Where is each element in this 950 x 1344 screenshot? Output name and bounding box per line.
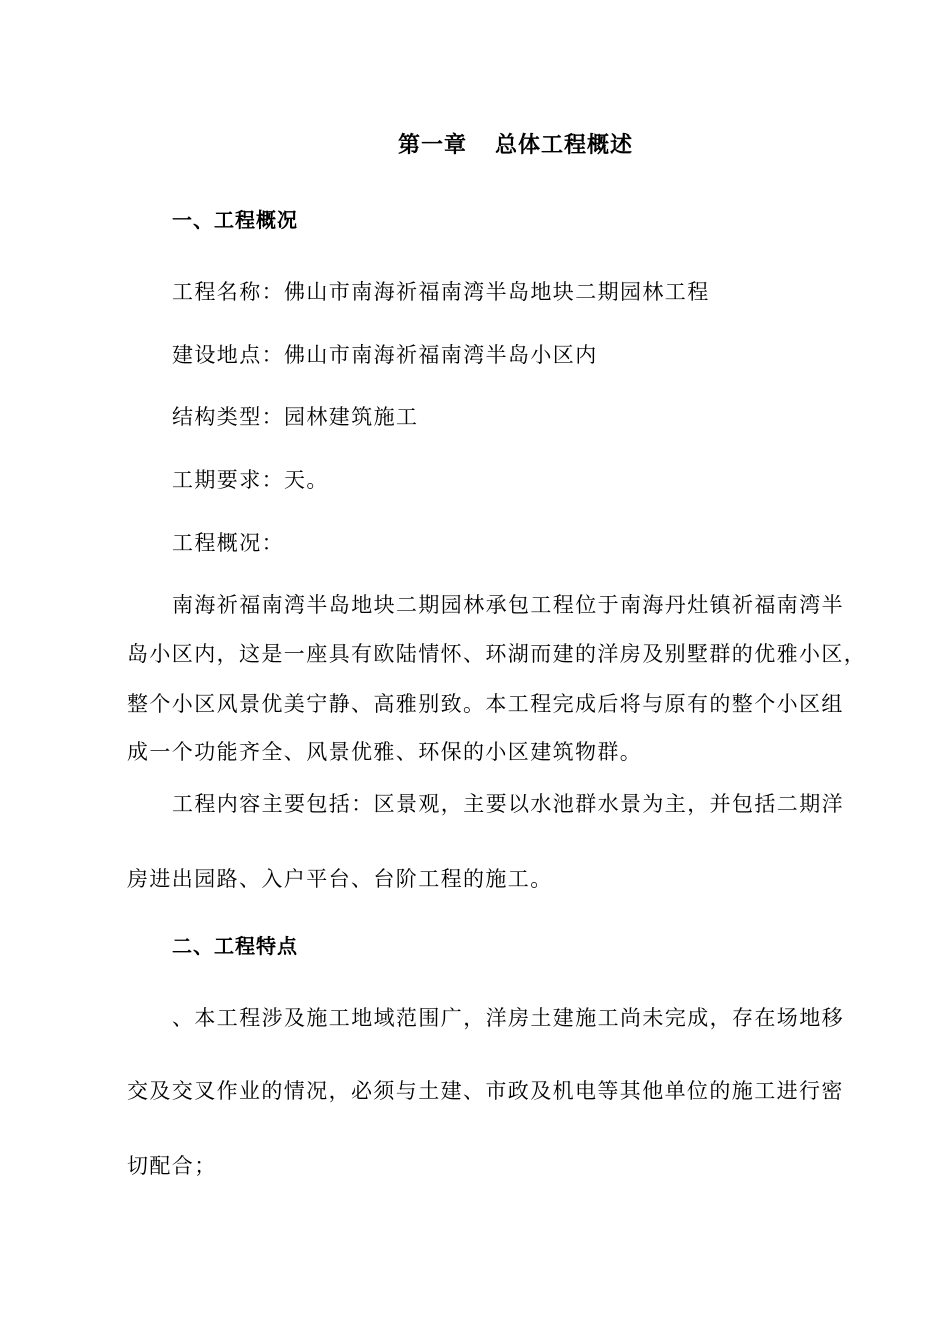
schedule-line: 工期要求：天。: [172, 468, 329, 492]
project-name-line: 工程名称：佛山市南海祈福南湾半岛地块二期园林工程: [172, 280, 710, 304]
section-heading-overview: 一、工程概况: [172, 208, 298, 232]
features-paragraph-line: 、本工程涉及施工地域范围广，洋房土建施工尚未完成，存在场地移: [172, 1006, 844, 1030]
scope-paragraph-line: 房进出园路、入户平台、台阶工程的施工。: [127, 867, 553, 891]
chapter-name: 总体工程概述: [495, 133, 634, 158]
chapter-number: 第一章: [398, 133, 468, 158]
overview-paragraph-line: 岛小区内，这是一座具有欧陆情怀、环湖而建的洋房及别墅群的优雅小区，: [127, 642, 867, 666]
overview-paragraph-line: 南海祈福南湾半岛地块二期园林承包工程位于南海丹灶镇祈福南湾半: [172, 593, 844, 617]
construction-site-line: 建设地点：佛山市南海祈福南湾半岛小区内: [172, 343, 598, 367]
overview-label-line: 工程概况：: [172, 531, 284, 555]
features-paragraph-line: 切配合；: [127, 1154, 217, 1178]
chapter-title: [398, 132, 633, 160]
scope-paragraph-line: 工程内容主要包括：区景观，主要以水池群水景为主，并包括二期洋: [172, 792, 844, 816]
features-paragraph-line: 交及交叉作业的情况，必须与土建、市政及机电等其他单位的施工进行密: [127, 1079, 844, 1103]
structure-type-line: 结构类型：园林建筑施工: [172, 405, 419, 429]
overview-paragraph-line: 成一个功能齐全、风景优雅、环保的小区建筑物群。: [127, 740, 643, 764]
overview-paragraph-line: 整个小区风景优美宁静、高雅别致。本工程完成后将与原有的整个小区组: [127, 692, 844, 716]
section-heading-features: 二、工程特点: [172, 934, 298, 958]
